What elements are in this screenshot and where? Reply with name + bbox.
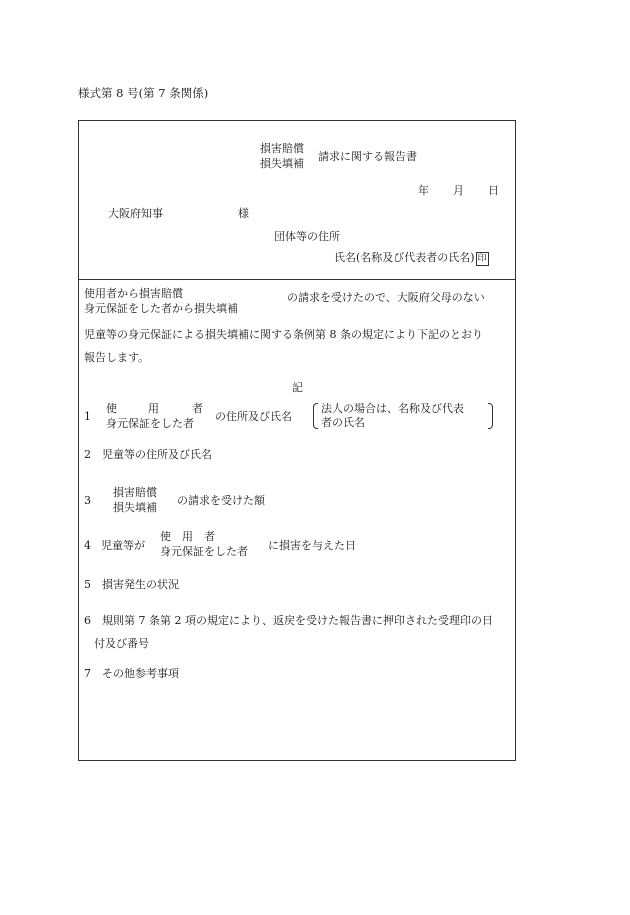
- title-rest: 請求に関する報告書: [318, 150, 417, 163]
- intro-line-1a: 使用者から損害賠償: [84, 287, 183, 300]
- addressee-name: 大阪府知事: [108, 207, 163, 220]
- ki-mark: 記: [292, 381, 303, 394]
- intro-line-1c: の請求を受けたので、大阪府父母のない: [287, 291, 485, 304]
- title-line-2: 損失填補: [260, 157, 304, 170]
- item4-text: に損害を与えた日: [268, 539, 356, 552]
- item1-note-bracket: [313, 403, 493, 431]
- item4-number: 4: [84, 539, 91, 552]
- item1-text: の住所及び氏名: [215, 410, 292, 423]
- item1-note-line2: 者の氏名: [321, 416, 365, 429]
- form-number-label: 様式第 8 号(第 7 条関係): [78, 86, 209, 100]
- item4-prefix: 児童等が: [101, 539, 145, 552]
- intro-line-3: 報告します。: [84, 351, 150, 364]
- item1-number: 1: [84, 410, 91, 423]
- item1-user-char3: 者: [192, 402, 203, 415]
- seal-mark: 印: [477, 254, 487, 264]
- item4-line-b: 身元保証をした者: [160, 545, 248, 558]
- item6-line1: 6 規則第 7 条第 2 項の規定により、返戻を受けた報告書に押印された受理印の日: [84, 614, 493, 627]
- section-divider: [78, 279, 516, 280]
- item1-guarantor: 身元保証をした者: [106, 417, 194, 430]
- date-year: 年: [418, 184, 429, 197]
- sender-name-label: [334, 251, 489, 266]
- item6-line2: 付及び番号: [94, 637, 149, 650]
- left-bracket: [313, 403, 318, 429]
- sender-address-label: 団体等の住所: [274, 230, 340, 243]
- intro-line-2: 児童等の身元保証による損失填補に関する条例第 8 条の規定により下記のとおり: [84, 328, 483, 341]
- addressee-honorific: 様: [238, 207, 249, 220]
- date-month: 月: [453, 184, 464, 197]
- item7-text: 7 その他参考事項: [84, 667, 179, 680]
- item2-text: 2 児童等の住所及び氏名: [84, 448, 212, 461]
- item3-line-a: 損害賠償: [113, 486, 157, 499]
- item3-text: の請求を受けた額: [177, 494, 265, 507]
- title-line-1: 損害賠償: [260, 142, 304, 155]
- right-bracket: [488, 403, 493, 429]
- item3-number: 3: [84, 494, 91, 507]
- item1-note-line1: 法人の場合は、名称及び代表: [321, 402, 464, 415]
- item4-line-a: 使 用 者: [160, 530, 215, 543]
- date-day: 日: [488, 184, 499, 197]
- sender-name-text: 氏名(名称及び代表者の氏名): [334, 251, 475, 264]
- item1-user-char2: 用: [148, 402, 159, 415]
- item1-user-char1: 使: [106, 402, 117, 415]
- item3-line-b: 損失填補: [113, 501, 157, 514]
- item5-text: 5 損害発生の状況: [84, 578, 179, 591]
- intro-line-1b: 身元保証をした者から損失填補: [84, 302, 238, 315]
